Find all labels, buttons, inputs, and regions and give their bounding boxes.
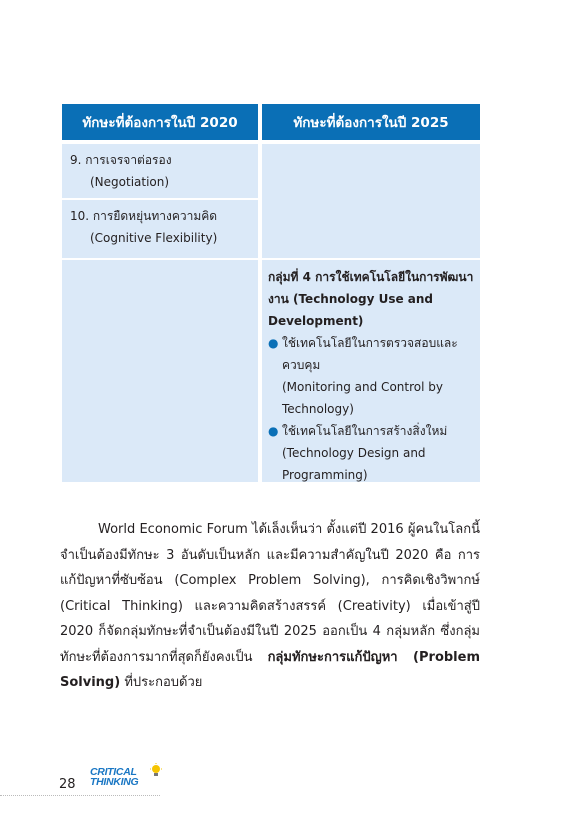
bullet-item: [268, 332, 474, 420]
bullet-english: (Technology Design and Programming): [282, 446, 426, 482]
cell-cognitive-flexibility: [62, 200, 258, 258]
skill-item: [70, 149, 172, 193]
footer-divider: [0, 795, 160, 796]
group-4: [268, 266, 474, 486]
skill-english: (Negotiation): [90, 175, 170, 189]
skill-thai: 10. การยืดหยุ่นทางความคิด: [70, 209, 218, 223]
logo-line-2: THINKING: [90, 776, 139, 788]
lightbulb-icon: [150, 763, 162, 779]
skill-item: [70, 205, 217, 249]
bullet-english: (Monitoring and Control by Technology): [282, 380, 443, 416]
group-title: กลุ่มที่ 4 การใช้เทคโนโลยีในการพัฒนางาน (Technology Use and Development): [268, 270, 474, 328]
header-2020: ทักษะที่ต้องการในปี 2020: [62, 104, 258, 140]
logo-line-1: CRITICAL: [90, 766, 137, 778]
paragraph-text: World Economic Forum ได้เล็งเห็นว่า ตั้งแต่ปี 2016 ผู้คนในโลกนี้จำเป็นต้องมีทักษะ 3 อันดับเป็นหลัก และมีความสำคัญในปี 2020 คือ การแก้ปัญหาที่ซับซ้อน (Complex Problem Solving), การคิดเชิงวิพากษ์ (Critical Thinking) และความคิดสร้างสรรค์ (Creativity) เมื่อเข้าสู่ปี 2020 ก็จัดกลุ่มทักษะที่จำเป็นต้องมีในปี 2025 ออกเป็น 4 กลุ่มหลัก ซึ่งกลุ่มทักษะที่ต้องการมากที่สุดก็ยังคงเป็น: [60, 522, 480, 665]
critical-thinking-logo: [90, 767, 160, 793]
cell-group-4: [262, 260, 480, 482]
cell-empty-2025: [262, 144, 480, 258]
body-paragraph: [60, 517, 480, 696]
bullet-thai: ใช้เทคโนโลยีในการสร้างสิ่งใหม่: [282, 424, 448, 438]
bullet-item: [268, 420, 474, 486]
bullet-icon: ●: [268, 424, 279, 438]
cell-negotiation: [62, 144, 258, 198]
page-number: 28: [59, 777, 76, 792]
skill-thai: 9. การเจรจาต่อรอง: [70, 153, 172, 167]
paragraph-bold: กลุ่มทักษะการแก้ปัญหา (Problem Solving): [60, 649, 480, 690]
bullet-thai: ใช้เทคโนโลยีในการตรวจสอบและควบคุม: [282, 336, 458, 372]
cell-empty-2020: [62, 260, 258, 482]
paragraph-text-end: ที่ประกอบด้วย: [120, 675, 203, 690]
header-2025: ทักษะที่ต้องการในปี 2025: [262, 104, 480, 140]
skill-english: (Cognitive Flexibility): [90, 231, 218, 245]
bullet-icon: ●: [268, 336, 279, 350]
